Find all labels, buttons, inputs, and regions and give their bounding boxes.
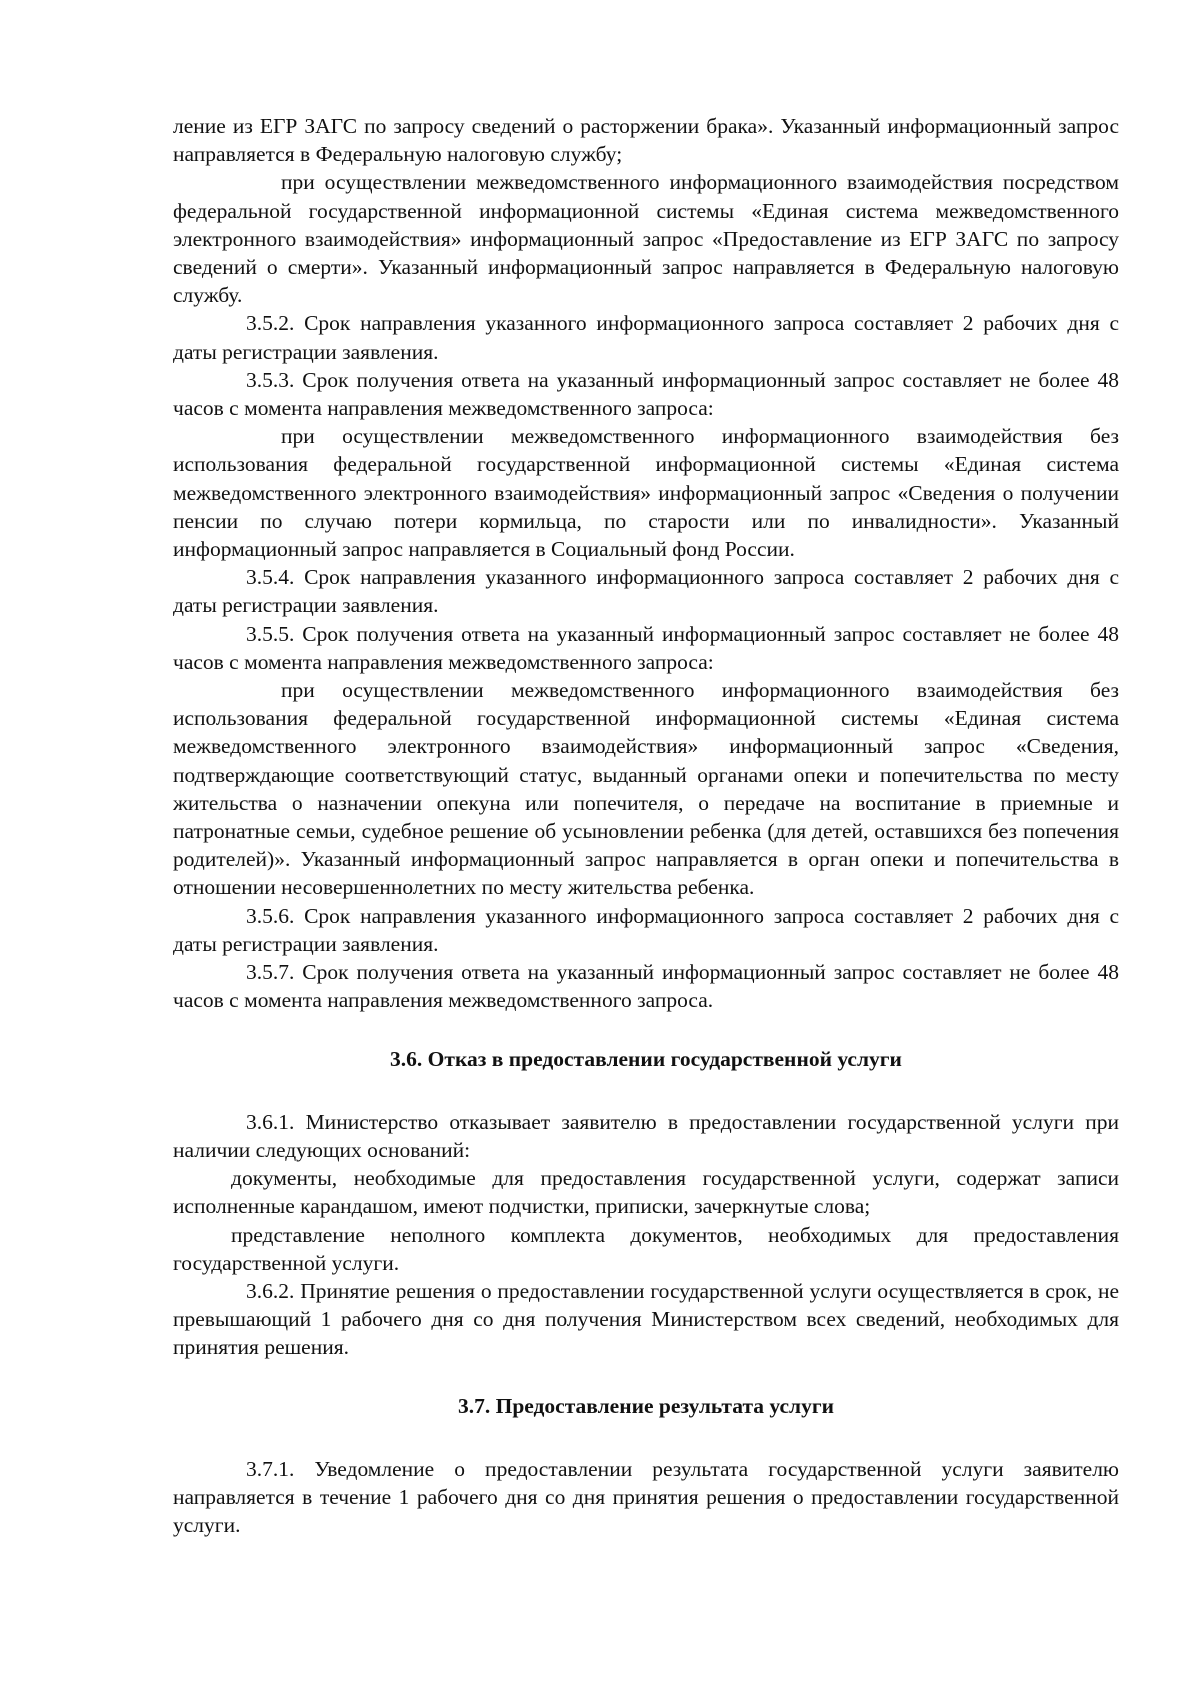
document-page [173, 112, 1119, 1539]
paragraph-zags-death-request: при осуществлении межведомственного информационного взаимодействия посредством федеральной государственной информационной системы «Единая система межведомственного электронного взаимодействия» информационный запрос «Предоставление из ЕГР ЗАГС по запросу сведений о смерти». Указанный информационный запрос направляется в Федеральную налоговую службу. [173, 170, 1119, 308]
paragraph-3-5-7: 3.5.7. Срок получения ответа на указанный информационный запрос составляет не более 48 часов с момента направления межведомственного запроса. [173, 960, 1119, 1013]
paragraph-3-7-1: 3.7.1. Уведомление о предоставлении результата государственной услуги заявителю направляется в течение 1 рабочего дня со дня принятия решения о предоставлении государственной услуги. [173, 1456, 1119, 1538]
paragraph-3-5-4: 3.5.4. Срок направления указанного информационного запроса составляет 2 рабочих дня с даты регистрации заявления. [173, 565, 1119, 618]
paragraph-3-6-1: 3.6.1. Министерство отказывает заявителю в предоставлении государственной услуги при наличии следующих оснований: [173, 1109, 1119, 1162]
paragraph-refusal-ground-1: документы, необходимые для предоставления государственной услуги, содержат записи исполненные карандашом, имеют подчистки, приписки, зачеркнутые слова; [173, 1166, 1119, 1219]
section-heading-3-7: 3.7. Предоставление результата услуги [457, 1393, 834, 1418]
paragraph-3-5-2: 3.5.2. Срок направления указанного информационного запроса составляет 2 рабочих дня с даты регистрации заявления. [173, 311, 1119, 364]
paragraph-guardianship-request: при осуществлении межведомственного информационного взаимодействия без использования федеральной государственной информационной системы «Единая система межведомственного электронного взаимодействия» информационный запрос «Сведения, подтверждающие соответствующий статус, выданный органами опеки и попечительства по месту жительства о назначении опекуна или попечителя, о передаче на воспитание в приемные и патронатные семьи, судебное решение об усыновлении ребенка (для детей, оставшихся без попечения родителей)». Указанный информационный запрос направляется в орган опеки и попечительства в отношении несовершеннолетних по месту жительства ребенка. [173, 678, 1119, 900]
paragraph-3-5-5: 3.5.5. Срок получения ответа на указанный информационный запрос составляет не более 48 часов с момента направления межведомственного запроса: [173, 621, 1119, 674]
paragraph-3-6-2: 3.6.2. Принятие решения о предоставлении государственной услуги осуществляется в срок, не превышающий 1 рабочего дня со дня получения Министерством всех сведений, необходимых для принятия решения. [173, 1278, 1119, 1360]
paragraph-refusal-ground-2: представление неполного комплекта документов, необходимых для предоставления государственной услуги. [173, 1222, 1119, 1275]
section-heading-3-6: 3.6. Отказ в предоставлении государственной услуги [390, 1046, 902, 1071]
paragraph-continuation: ление из ЕГР ЗАГС по запросу сведений о расторжении брака». Указанный информационный запрос направляется в Федеральную налоговую службу; [173, 114, 1119, 167]
paragraph-3-5-3: 3.5.3. Срок получения ответа на указанный информационный запрос составляет не более 48 часов с момента направления межведомственного запроса: [173, 367, 1119, 421]
paragraph-pension-request: при осуществлении межведомственного информационного взаимодействия без использования федеральной государственной информационной системы «Единая система межведомственного электронного взаимодействия» информационный запрос «Сведения о получении пенсии по случаю потери кормильца, по старости или по инвалидности». Указанный информационный запрос направляется в Социальный фонд России. [173, 424, 1119, 562]
paragraph-3-5-6: 3.5.6. Срок направления указанного информационного запроса составляет 2 рабочих дня с даты регистрации заявления. [173, 903, 1119, 956]
